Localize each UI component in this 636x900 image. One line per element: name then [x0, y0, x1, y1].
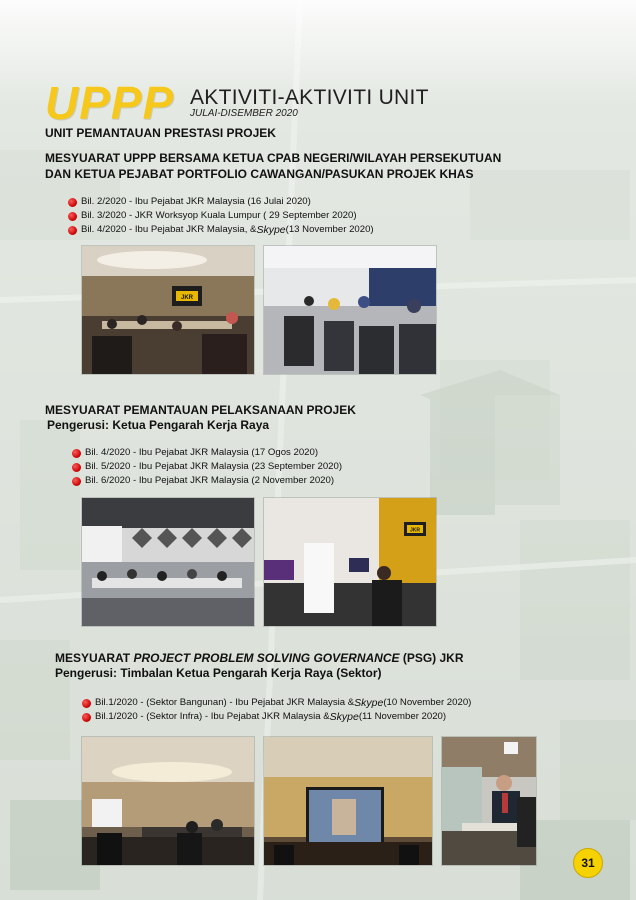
bullet-icon — [68, 198, 77, 207]
bullet-icon — [68, 226, 77, 235]
meeting-photo-1 — [82, 246, 254, 374]
section1-heading-line2: DAN KETUA PEJABAT PORTFOLIO CAWANGAN/PASUKAN PROJEK KHAS — [45, 167, 474, 181]
list-item: Bil. 2/2020 - Ibu Pejabat JKR Malaysia (16 Julai 2020) — [68, 195, 374, 209]
section2-list — [72, 446, 342, 488]
section3-heading: MESYUARAT PROJECT PROBLEM SOLVING GOVERNANCE (PSG) JKR — [55, 651, 464, 665]
page-subtitle: JULAI-DISEMBER 2020 — [190, 108, 298, 119]
uppp-logo: UPPP — [45, 77, 175, 129]
list-item: Bil. 4/2020 - Ibu Pejabat JKR Malaysia, & Skype (13 November 2020) — [68, 223, 374, 237]
bullet-icon — [72, 477, 81, 486]
list-item: Bil. 6/2020 - Ibu Pejabat JKR Malaysia (2 November 2020) — [72, 474, 342, 488]
meeting-photo-7 — [442, 737, 536, 865]
section2-heading: MESYUARAT PEMANTAUAN PELAKSANAAN PROJEK — [45, 403, 356, 417]
list-item: Bil. 5/2020 - Ibu Pejabat JKR Malaysia (23 September 2020) — [72, 460, 342, 474]
bullet-icon — [72, 449, 81, 458]
section3-list — [82, 696, 471, 724]
meeting-photo-6 — [264, 737, 432, 865]
meeting-photo-5 — [82, 737, 254, 865]
meeting-photo-4 — [264, 498, 436, 626]
list-item: Bil. 3/2020 - JKR Worksyop Kuala Lumpur ( 29 September 2020) — [68, 209, 374, 223]
jkr-sign: JKR — [409, 527, 421, 534]
bullet-icon — [72, 463, 81, 472]
meeting-photo-3 — [82, 498, 254, 626]
section2-chairperson: Pengerusi: Ketua Pengarah Kerja Raya — [47, 418, 270, 432]
bullet-icon — [82, 713, 91, 722]
section3-chairperson: Pengerusi: Timbalan Ketua Pengarah Kerja Raya (Sektor) — [55, 666, 382, 680]
meeting-photo-2 — [264, 246, 436, 374]
page-title: AKTIVITI-AKTIVITI UNIT — [190, 86, 429, 109]
jkr-sign: JKR — [180, 295, 194, 301]
list-item: Bil.1/2020 - (Sektor Bangunan) - Ibu Pejabat JKR Malaysia & Skype (10 November 2020) — [82, 696, 471, 710]
bullet-icon — [82, 699, 91, 708]
list-item: Bil.1/2020 - (Sektor Infra) - Ibu Pejabat JKR Malaysia & Skype (11 November 2020) — [82, 710, 471, 724]
section1-heading-line1: MESYUARAT UPPP BERSAMA KETUA CPAB NEGERI/WILAYAH PERSEKUTUAN — [45, 151, 502, 165]
bullet-icon — [68, 212, 77, 221]
section1-heading — [45, 150, 501, 182]
unit-name: UNIT PEMANTAUAN PRESTASI PROJEK — [45, 126, 276, 140]
section1-list — [68, 195, 374, 237]
list-item: Bil. 4/2020 - Ibu Pejabat JKR Malaysia (17 Ogos 2020) — [72, 446, 342, 460]
page-number-badge: 31 — [573, 848, 603, 878]
